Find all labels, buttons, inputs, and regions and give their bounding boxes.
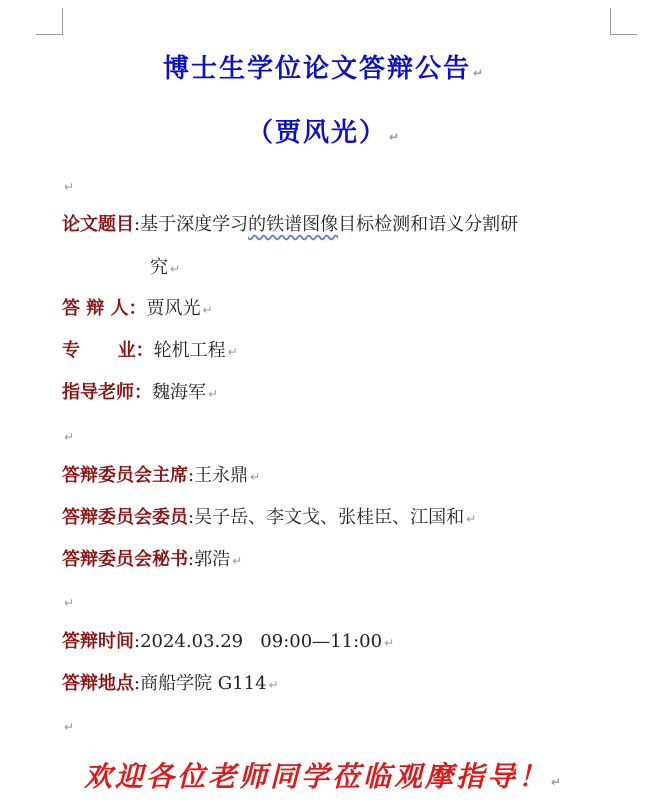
welcome-message	[0, 755, 648, 795]
major-label: 专 业：	[62, 340, 154, 361]
thesis-value-part3: 目标检测和语义分割研	[338, 214, 519, 235]
committee-chair-row	[62, 461, 260, 487]
colon-separator: :	[134, 214, 141, 235]
paragraph-mark-icon: ↵	[466, 512, 477, 526]
defense-place-row	[62, 669, 279, 695]
advisor-label: 指导老师：	[62, 382, 152, 403]
empty-paragraph	[62, 592, 74, 611]
paragraph-mark-icon: ↵	[64, 180, 75, 194]
defender-label: 答 辩 人：	[62, 298, 147, 319]
major-value: 轮机工程	[153, 340, 226, 361]
colon-separator: :	[188, 507, 195, 528]
paragraph-mark-icon: ↵	[250, 470, 261, 484]
paragraph-mark-icon: ↵	[64, 430, 75, 444]
page-corner-mark	[36, 8, 63, 35]
thesis-value-line2-text: 究	[150, 257, 168, 278]
major-row	[62, 336, 238, 362]
committee-members-label: 答辩委员会委员	[62, 507, 188, 528]
committee-chair-value: 王永鼎	[194, 465, 249, 486]
defense-place-value: 商船学院 G114	[140, 673, 267, 694]
paragraph-mark-icon: ↵	[227, 345, 238, 359]
announcement-title-text: 博士生学位论文答辩公告	[162, 54, 471, 84]
candidate-heading	[0, 112, 648, 149]
colon-separator: :	[188, 465, 195, 486]
paragraph-mark-icon: ↵	[472, 66, 486, 80]
colon-separator: :	[188, 549, 195, 570]
paragraph-mark-icon: ↵	[384, 636, 395, 650]
welcome-message-text: 欢迎各位老师同学莅临观摩指导！	[83, 760, 549, 793]
colon-separator: :	[134, 631, 141, 652]
paragraph-mark-icon: ↵	[268, 678, 279, 692]
thesis-value-part2: 的铁谱图像	[248, 214, 339, 235]
candidate-heading-text: （贾风光）	[246, 118, 387, 148]
committee-secretary-label: 答辩委员会秘书	[62, 549, 188, 570]
page-corner-mark	[610, 8, 637, 35]
committee-members-value: 吴子岳、李文戈、张桂臣、江国和	[194, 507, 465, 528]
empty-paragraph	[62, 426, 74, 445]
defense-time-label: 答辩时间	[62, 631, 134, 652]
paragraph-mark-icon: ↵	[64, 596, 75, 610]
paragraph-mark-icon: ↵	[202, 303, 213, 317]
defender-value: 贾风光	[146, 298, 201, 319]
thesis-value-line2	[150, 253, 180, 279]
advisor-value: 魏海军	[152, 382, 206, 403]
paragraph-mark-icon: ↵	[208, 387, 219, 401]
paragraph-mark-icon: ↵	[232, 554, 243, 568]
defense-place-label: 答辩地点	[62, 673, 134, 694]
announcement-title	[0, 48, 648, 85]
committee-chair-label: 答辩委员会主席	[62, 465, 188, 486]
colon-separator: :	[134, 673, 141, 694]
committee-secretary-row	[62, 545, 242, 571]
paragraph-mark-icon: ↵	[170, 262, 181, 276]
thesis-label: 论文题目	[62, 214, 134, 235]
paragraph-mark-icon: ↵	[64, 720, 75, 734]
paragraph-mark-icon: ↵	[550, 775, 565, 789]
defender-row	[62, 294, 213, 320]
empty-paragraph	[62, 716, 74, 735]
committee-secretary-value: 郭浩	[194, 549, 231, 570]
committee-members-row	[62, 503, 476, 529]
empty-paragraph	[62, 176, 74, 195]
defense-time-row	[62, 627, 394, 653]
paragraph-mark-icon: ↵	[388, 130, 402, 144]
thesis-value-part1: 基于深度学习	[140, 214, 249, 235]
defense-time-value: 2024.03.29 09:00—11:00	[140, 631, 383, 652]
thesis-row	[62, 210, 518, 236]
advisor-row	[62, 378, 218, 404]
